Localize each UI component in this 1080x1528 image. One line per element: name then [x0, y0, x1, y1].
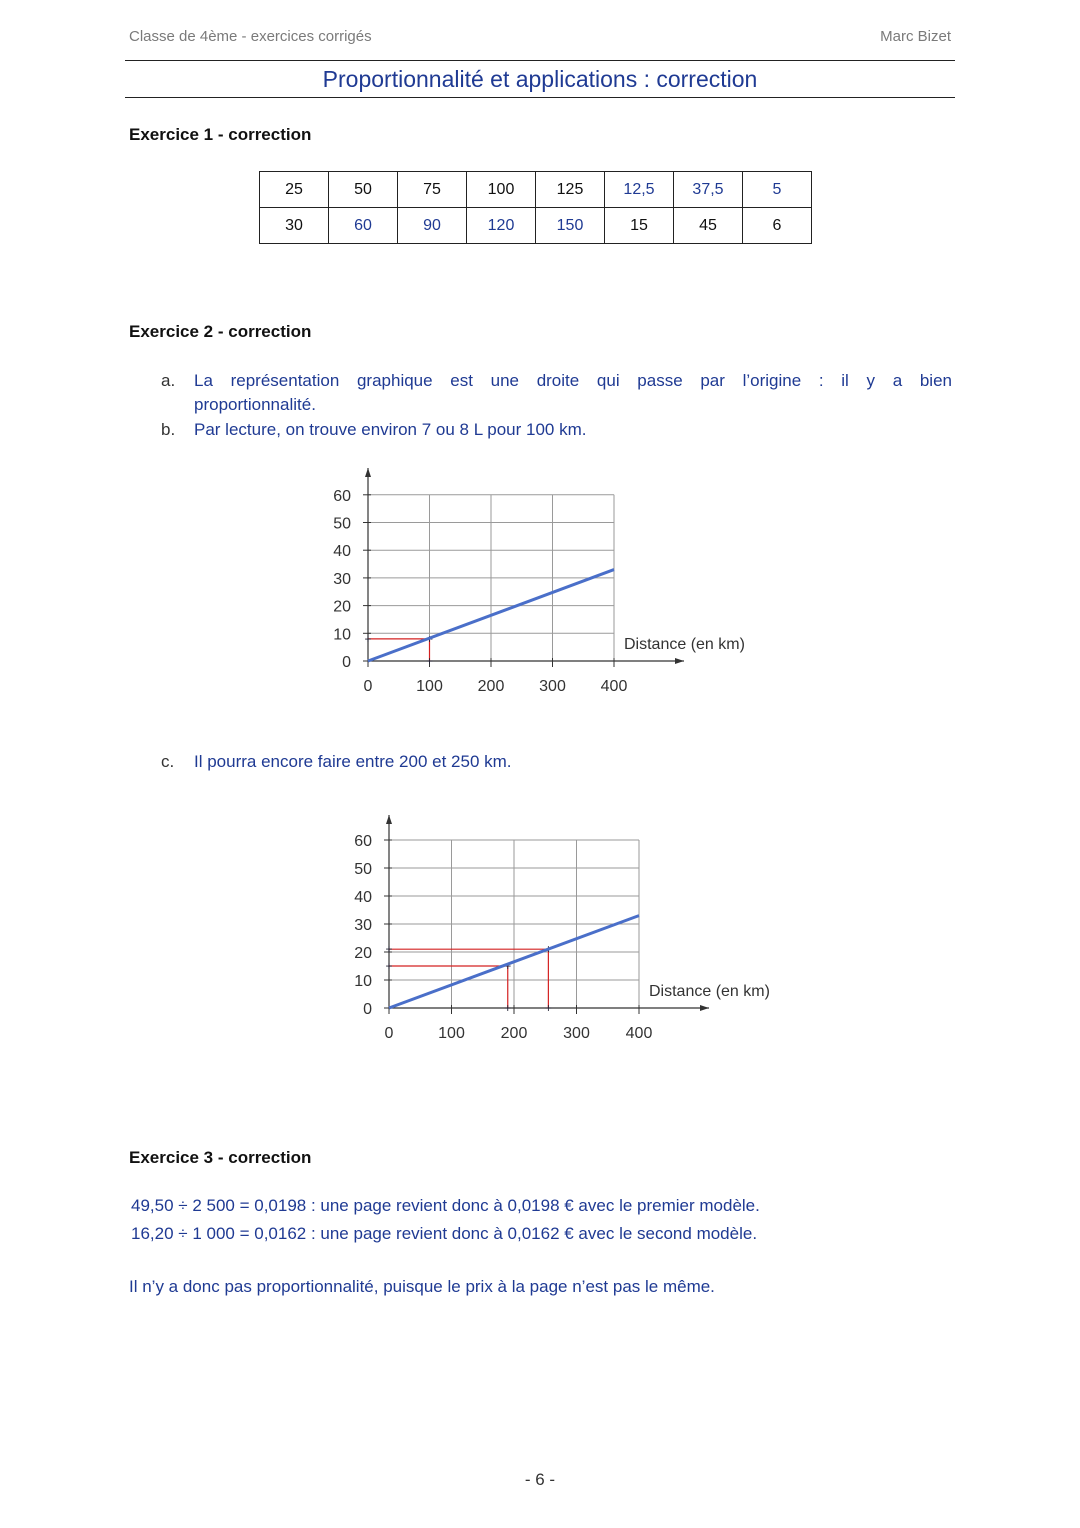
- table-cell: 75: [398, 172, 467, 208]
- page-number: - 6 -: [524, 1470, 556, 1489]
- x-tick-label: 400: [600, 678, 628, 695]
- reading-marker: +: [544, 942, 552, 957]
- calc-line-2: 16,20 ÷ 1 000 = 0,0162 : une page revient donc à 0,0162 € avec le second modèle.: [131, 1224, 758, 1243]
- table-cell: 25: [260, 172, 329, 208]
- x-tick-label: 200: [500, 1025, 528, 1042]
- reading-marker: +: [425, 631, 434, 646]
- reading-marker: +: [385, 959, 393, 973]
- header-left: Classe de 4ème - exercices corrigés: [129, 28, 372, 45]
- reading-marker: +: [504, 959, 512, 973]
- y-tick-label: 40: [354, 889, 372, 906]
- item-letter-a: a.: [161, 371, 176, 390]
- y-tick-label: 50: [354, 861, 372, 878]
- table-cell: 60: [329, 208, 398, 244]
- x-tick-label: 300: [539, 678, 566, 695]
- table-cell: 100: [467, 172, 536, 208]
- answer-b: Par lecture, on trouve environ 7 ou 8 L pour 100 km.: [194, 420, 587, 439]
- y-tick-label: 0: [363, 1001, 372, 1018]
- table-cell: 12,5: [605, 172, 674, 208]
- answer-a-line1: La représentation graphique est une droite qui passe par l’origine : il y a bien: [194, 371, 952, 390]
- table-cell: 5: [743, 172, 812, 208]
- conclusion: Il n’y a donc pas proportionnalité, puisque le prix à la page n’est pas le même.: [129, 1277, 715, 1296]
- table-cell: 90: [398, 208, 467, 244]
- ex1-heading: Exercice 1 - correction: [129, 125, 312, 144]
- y-tick-label: 10: [354, 973, 372, 990]
- x-axis-label: Distance (en km): [624, 636, 745, 653]
- table-cell: 125: [536, 172, 605, 208]
- y-tick-label: 30: [354, 917, 372, 934]
- x-axis-arrow: [700, 1005, 709, 1011]
- table-cell: 30: [260, 208, 329, 244]
- y-tick-label: 50: [333, 515, 351, 533]
- reading-marker: +: [364, 631, 372, 646]
- y-tick-label: 40: [333, 543, 351, 561]
- header-right: Marc Bizet: [880, 28, 951, 45]
- calc-line-1: 49,50 ÷ 2 500 = 0,0198 : une page revient donc à 0,0198 € avec le premier modèle.: [131, 1196, 760, 1215]
- table-cell: 50: [329, 172, 398, 208]
- y-tick-label: 30: [333, 570, 351, 588]
- page-title: Proportionnalité et applications : correction: [322, 66, 758, 92]
- answer-c: Il pourra encore faire entre 200 et 250 km.: [194, 752, 512, 771]
- x-tick-label: 100: [438, 1025, 465, 1042]
- y-tick-label: 60: [354, 833, 372, 850]
- table-cell: 150: [536, 208, 605, 244]
- y-tick-label: 60: [333, 487, 351, 505]
- reading-marker: +: [425, 654, 434, 668]
- x-tick-label: 400: [625, 1025, 653, 1042]
- table-cell: 45: [674, 208, 743, 244]
- table-cell: 6: [743, 208, 812, 244]
- reading-marker: +: [544, 1001, 552, 1015]
- x-tick-label: 300: [563, 1025, 590, 1042]
- answer-a-line2: proportionnalité.: [194, 395, 316, 414]
- y-tick-label: 20: [333, 598, 351, 616]
- ex2-heading: Exercice 2 - correction: [129, 322, 312, 341]
- reading-marker: +: [504, 1001, 512, 1015]
- y-axis-arrow: [386, 815, 392, 824]
- ex3-heading: Exercice 3 - correction: [129, 1148, 312, 1167]
- x-tick-label: 100: [416, 678, 443, 695]
- table-cell: 120: [467, 208, 536, 244]
- table-cell: 15: [605, 208, 674, 244]
- item-letter-b: b.: [161, 420, 176, 439]
- x-tick-label: 0: [384, 1025, 394, 1042]
- item-letter-c: c.: [161, 752, 175, 771]
- y-tick-label: 10: [333, 626, 351, 644]
- y-tick-label: 20: [354, 945, 372, 962]
- x-tick-label: 200: [477, 678, 505, 695]
- table-cell: 37,5: [674, 172, 743, 208]
- y-tick-label: 0: [342, 654, 351, 671]
- x-tick-label: 0: [363, 678, 373, 695]
- x-axis-label: Distance (en km): [649, 983, 770, 1000]
- reading-marker: +: [385, 942, 393, 957]
